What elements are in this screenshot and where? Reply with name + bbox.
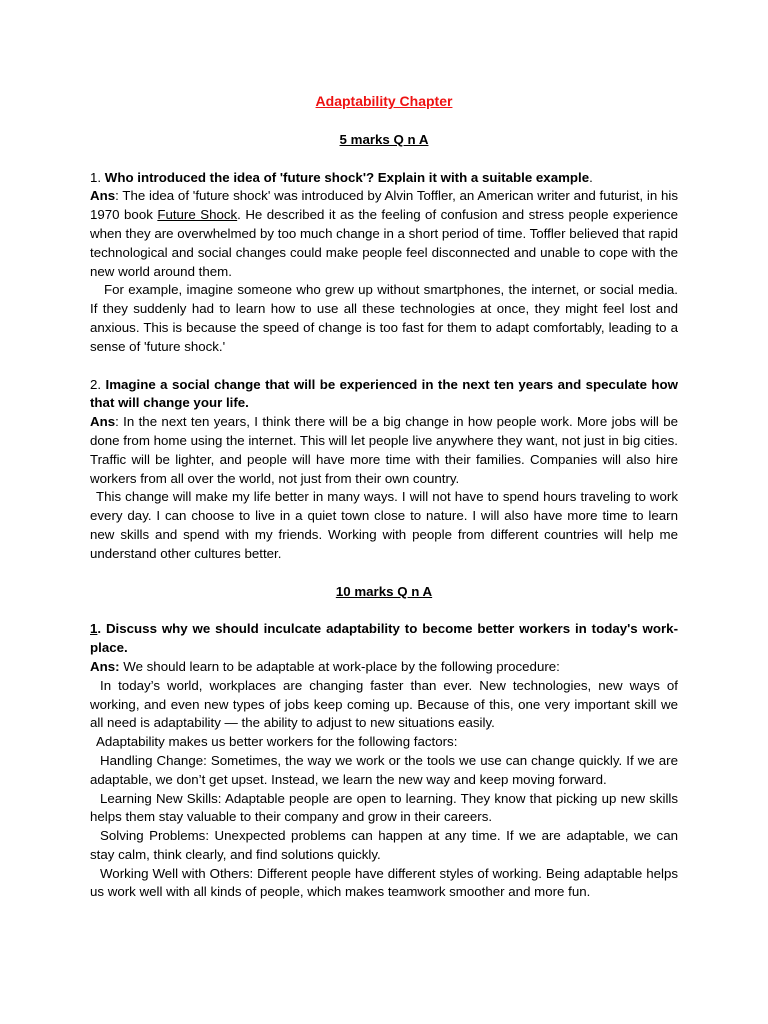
question-3-text: . Discuss why we should inculcate adaptability to become better workers in today's work-place. bbox=[90, 621, 678, 656]
answer-3-label: Ans: bbox=[90, 658, 120, 674]
answer-3-handling-change: Handling Change: Sometimes, the way we work or the tools we use can change quickly. If we are adaptable, we don’t get upset. Instead, we learn the new way and keep moving forward. bbox=[90, 752, 678, 787]
chapter-title: Adaptability Chapter bbox=[315, 93, 453, 109]
question-1-text: Who introduced the idea of 'future shock'? Explain it with a suitable example bbox=[104, 169, 590, 185]
book-title-future-shock: Future Shock bbox=[157, 207, 238, 223]
section-heading-5-marks: 5 marks Q n A bbox=[339, 131, 429, 147]
section-heading-10-marks: 10 marks Q n A bbox=[335, 583, 433, 599]
answer-3-paragraph-2: Adaptability makes us better workers for the following factors: bbox=[96, 734, 458, 750]
answer-1-paragraph-1 bbox=[90, 187, 678, 281]
answer-3-solving-problems: Solving Problems: Unexpected problems can happen at any time. If we are adaptable, we can stay calm, think clearly, and find solutions quickly. bbox=[90, 828, 678, 862]
answer-2-paragraph-2: This change will make my life better in many ways. I will not have to spend hours traveling to work every day. I can choose to live in a quiet town close to nature. I will also have more time to learn new skills and spend with my friends. Working with people from different countries will help me understand other cultures better. bbox=[90, 489, 678, 561]
answer-1-text-b: . He described it as the feeling of confusion and stress people experience when they are overwhelmed by too much change in a short period of time. Toffler believed that rapid technological and social changes could make people feel disconnected and unable to cope with the new world around them. bbox=[90, 207, 678, 279]
question-2-text: Imagine a social change that will be experienced in the next ten years and speculate how that will change your life. bbox=[90, 376, 678, 411]
answer-3-paragraph-1: In today’s world, workplaces are changing faster than ever. New technologies, new ways of working, and even new types of jobs keep coming up. Because of this, one very important skill we all need is adaptability — the ability to adjust to new situations easily. bbox=[90, 677, 678, 731]
answer-3-intro bbox=[90, 658, 678, 677]
question-3 bbox=[90, 620, 678, 658]
answer-3-text: We should learn to be adaptable at work-place by the following procedure: bbox=[119, 658, 560, 674]
answer-1-label: Ans bbox=[90, 188, 116, 204]
answer-2-label: Ans bbox=[90, 414, 116, 430]
answer-2-text: : In the next ten years, I think there will be a big change in how people work. More jobs will be done from home using the internet. This will let people live anywhere they want, not just in big cities. Traffic will be lighter, and people will have more time with their families. Companies will also hire workers from all over the world, not just from their own country. bbox=[90, 414, 678, 486]
question-2 bbox=[90, 376, 678, 414]
answer-3-learning-new-skills: Learning New Skills: Adaptable people are open to learning. They know that picking up new skills helps them stay valuable to their company and grow in their careers. bbox=[90, 790, 678, 825]
question-1-number: 1. bbox=[90, 169, 105, 185]
answer-1-text-a: : The idea of 'future shock' was introduced by Alvin Toffler, an American writer and futurist, in his 1970 book bbox=[90, 188, 678, 223]
question-1 bbox=[90, 169, 678, 188]
question-3-number: 1 bbox=[90, 621, 98, 637]
answer-1-paragraph-2: For example, imagine someone who grew up without smartphones, the internet, or social media. If they suddenly had to learn how to use all these technologies at once, they might feel lost and anxious. This is because the speed of change is too fast for them to adapt comfortably, leading to a sense of 'future shock.' bbox=[90, 282, 678, 354]
answer-2-paragraph-1 bbox=[90, 413, 678, 488]
question-1-period: . bbox=[589, 169, 593, 185]
answer-3-working-with-others: Working Well with Others: Different people have different styles of working. Being adaptable helps us work well with all kinds of people, which makes teamwork smoother and more fun. bbox=[90, 865, 678, 900]
question-2-number: 2. bbox=[90, 376, 106, 392]
